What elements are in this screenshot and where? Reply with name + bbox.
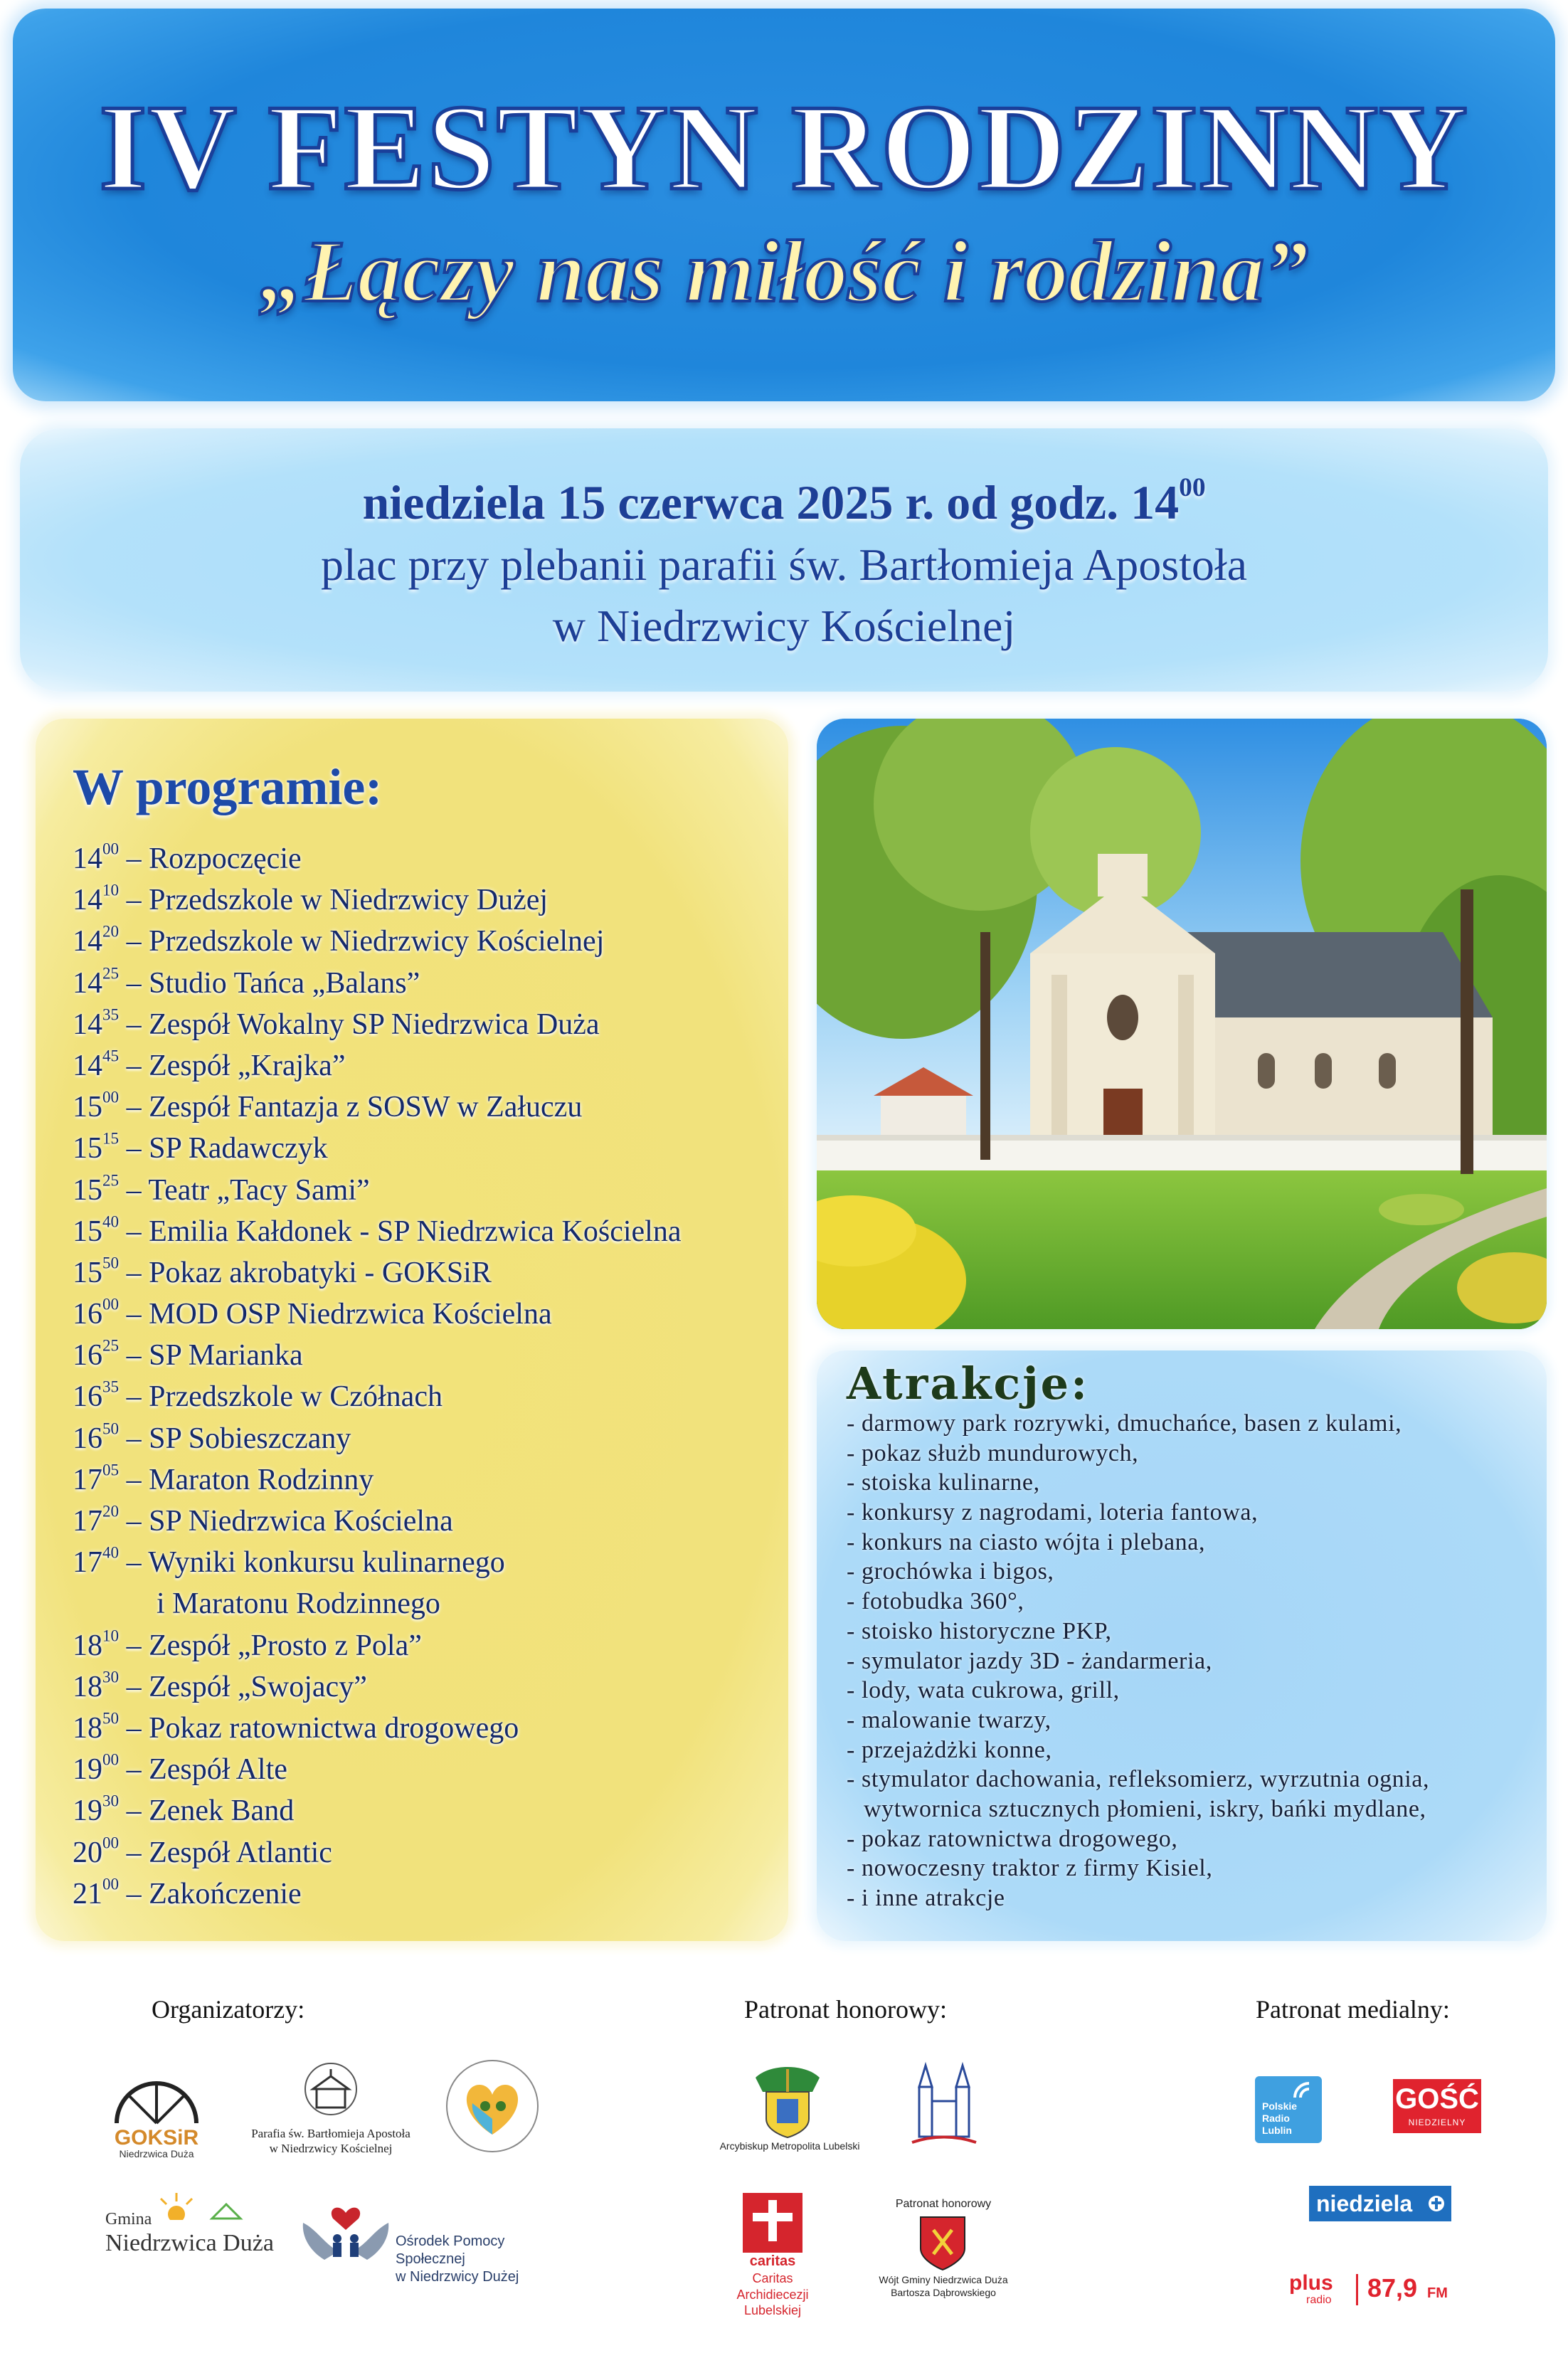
programme-item-text: i Maratonu Rodzinnego	[157, 1587, 440, 1621]
gmina-line1: Gmina	[105, 2210, 152, 2228]
attraction-item: - darmowy park rozrywki, dmuchańce, basen z kulami,	[847, 1410, 1402, 1437]
programme-item-text: Rozpoczęcie	[149, 842, 302, 875]
cathedral-icon	[905, 2058, 983, 2147]
archdiocese-caption: Arcybiskup Metropolita Lubelski	[719, 2140, 860, 2152]
media-heading: Patronat medialny:	[1256, 1995, 1450, 2024]
programme-item-text: Przedszkole w Czółnach	[149, 1380, 443, 1414]
programme-hour: 17	[73, 1505, 102, 1538]
programme-item-text: SP Sobieszczany	[149, 1422, 351, 1455]
shield-icon	[918, 2214, 968, 2271]
programme-item-text: Pokaz akrobatyki - GOKSiR	[149, 1256, 492, 1289]
programme-item: $14^{00}$ – Rozpoczęcie	[73, 839, 302, 875]
helping-hands-icon	[296, 2201, 396, 2261]
programme-minutes: 00	[102, 1750, 120, 1769]
programme-item-text: Wyniki konkursu kulinarnego	[148, 1546, 505, 1580]
attraction-item: - fotobudka 360°,	[847, 1588, 1024, 1615]
programme-item: $19^{00}$ – Zespół Alte	[73, 1750, 287, 1787]
plus-frequency: 87,9	[1367, 2273, 1418, 2302]
goksir-logo-sub: Niedrzwica Duża	[119, 2148, 194, 2159]
programme-heading: W programie:	[73, 758, 383, 815]
programme-item-text: Teatr „Tacy Sami”	[148, 1173, 370, 1207]
poster-subtitle: „Łączy nas miłość i rodzina”	[259, 223, 1309, 320]
programme-item-text: MOD OSP Niedrzwica Kościelna	[149, 1298, 552, 1331]
programme-minutes: 50	[102, 1419, 120, 1437]
programme-item-text: Przedszkole w Niedrzwicy Dużej	[149, 884, 549, 917]
programme-item: $15^{15}$ – SP Radawczyk	[73, 1128, 328, 1165]
programme-minutes: 40	[102, 1212, 120, 1231]
event-place-line2: w Niedrzwicy Kościelnej	[552, 601, 1016, 651]
attraction-item: - symulator jazdy 3D - żandarmeria,	[847, 1647, 1212, 1674]
programme-minutes: 30	[102, 1791, 120, 1810]
goksir-logo	[107, 2063, 206, 2163]
programme-item-text: SP Marianka	[149, 1339, 303, 1373]
attractions-heading: Atrakcje:	[847, 1358, 1089, 1410]
programme-minutes: 30	[102, 1667, 120, 1686]
programme-minutes: 00	[102, 1874, 120, 1893]
programme-item: $15^{40}$ – Emilia Kałdonek - SP Niedrzwica Kościelna	[73, 1212, 682, 1248]
programme-minutes: 50	[102, 1708, 120, 1728]
programme-item-text: Pokaz ratownictwa drogowego	[149, 1711, 519, 1745]
programme-minutes: 40	[102, 1543, 120, 1562]
caritas-caption	[716, 2253, 830, 2319]
programme-hour: 15	[73, 1215, 102, 1248]
gmina-crest	[918, 2214, 968, 2271]
wojt-caption	[865, 2274, 1022, 2299]
attraction-item: - nowoczesny traktor z firmy Kisiel,	[847, 1855, 1213, 1882]
attraction-item: - lody, wata cukrowa, grill,	[847, 1677, 1120, 1704]
ops-caption-line2: w Niedrzwicy Dużej	[396, 2269, 519, 2285]
church-icon	[285, 2061, 377, 2117]
event-time-minutes: 00	[1179, 473, 1206, 503]
radio-lublin-line1: Polskie	[1262, 2100, 1298, 2112]
title-banner	[13, 9, 1555, 401]
programme-item: $16^{00}$ – MOD OSP Niedrzwica Kościelna	[73, 1294, 552, 1331]
programme-minutes: 00	[102, 839, 120, 858]
programme-minutes: 20	[102, 921, 120, 941]
programme-item-text: Studio Tańca „Balans”	[149, 966, 420, 1000]
programme-hour: 14	[73, 925, 102, 958]
poster-title: IV FESTYN RODZINNY	[99, 80, 1469, 216]
programme-item	[73, 1583, 682, 1624]
parish-caption	[235, 2126, 427, 2157]
plus-divider	[1356, 2274, 1358, 2305]
programme-item: $16^{25}$ – SP Marianka	[73, 1336, 303, 1373]
wojt-top-caption: Patronat honorowy	[895, 2198, 992, 2210]
radio-lublin-logo	[1255, 2076, 1322, 2143]
niedziela-name: niedziela	[1316, 2191, 1413, 2216]
programme-hour: 15	[73, 1091, 102, 1124]
programme-hour: 16	[73, 1422, 102, 1455]
attractions-list	[847, 1409, 1429, 1913]
attraction-item: - przejażdżki konne,	[847, 1736, 1052, 1763]
attraction-item: - malowanie twarzy,	[847, 1706, 1051, 1733]
programme-item: $18^{30}$ – Zespół „Swojacy”	[73, 1667, 367, 1703]
programme-item-text: SP Radawczyk	[149, 1132, 328, 1165]
programme-hour: 16	[73, 1339, 102, 1373]
programme-item: $15^{50}$ – Pokaz akrobatyki - GOKSiR	[73, 1253, 492, 1289]
caritas-line3: Lubelskiej	[743, 2303, 802, 2317]
programme-item-text: Maraton Rodzinny	[149, 1463, 374, 1496]
attraction-item: - i inne atrakcje	[847, 1885, 1005, 1911]
caritas-logo	[743, 2193, 802, 2253]
programme-hour: 17	[73, 1463, 102, 1496]
goksir-wheel-icon	[107, 2063, 206, 2163]
plus-name: plus	[1289, 2271, 1333, 2295]
programme-item: $14^{20}$ – Przedszkole w Niedrzwicy Kościelnej	[73, 921, 605, 958]
programme-item: $14^{45}$ – Zespół „Krajka”	[73, 1046, 346, 1082]
programme-item: $14^{25}$ – Studio Tańca „Balans”	[73, 963, 420, 1000]
honorary-heading: Patronat honorowy:	[744, 1995, 947, 2024]
programme-item: $20^{00}$ – Zespół Atlantic	[73, 1832, 332, 1869]
programme-hour: 18	[73, 1670, 102, 1703]
programme-hour: 15	[73, 1173, 102, 1207]
programme-item: $14^{35}$ – Zespół Wokalny SP Niedrzwica Duża	[73, 1005, 600, 1041]
programme-item: $17^{40}$ – Wyniki konkursu kulinarnego	[73, 1543, 505, 1580]
programme-minutes: 50	[102, 1253, 120, 1272]
goksir-logo-text: GOKSiR	[114, 2126, 199, 2150]
programme-item: $21^{00}$ – Zakończenie	[73, 1874, 302, 1910]
programme-hour: 19	[73, 1794, 102, 1828]
programme-item-text: Zespół Wokalny SP Niedrzwica Duża	[149, 1008, 600, 1041]
programme-item: $16^{50}$ – SP Sobieszczany	[73, 1419, 351, 1455]
programme-item: $17^{20}$ – SP Niedrzwica Kościelna	[73, 1501, 453, 1538]
event-date-text: niedziela 15 czerwca 2025 r. od godz. 14	[362, 475, 1180, 529]
programme-minutes: 15	[102, 1128, 120, 1148]
programme-item-text: Zenek Band	[149, 1794, 295, 1828]
caritas-line1: Caritas	[752, 2271, 793, 2285]
coat-of-arms-icon	[741, 2063, 834, 2139]
caritas-name: caritas	[749, 2253, 796, 2269]
programme-hour: 15	[73, 1132, 102, 1165]
programme-hour: 15	[73, 1256, 102, 1289]
programme-minutes: 25	[102, 963, 120, 982]
programme-item: $17^{05}$ – Maraton Rodzinny	[73, 1460, 374, 1496]
programme-item: $15^{25}$ – Teatr „Tacy Sami”	[73, 1170, 370, 1207]
attractions-panel	[817, 1350, 1547, 1941]
event-date	[20, 473, 1548, 529]
attraction-item: - grochówka i bigos,	[847, 1558, 1054, 1585]
programme-minutes: 10	[102, 1625, 120, 1644]
programme-hour: 14	[73, 1049, 102, 1082]
caritas-cross-icon	[743, 2193, 802, 2253]
plus-radio-logo	[1278, 2270, 1477, 2312]
parish-caption-line2: w Niedrzwicy Kościelnej	[269, 2142, 393, 2156]
attraction-item: - konkurs na ciasto wójta i plebana,	[847, 1528, 1206, 1555]
programme-item-text: Zespół „Krajka”	[149, 1049, 346, 1082]
radio-lublin-line3: Lublin	[1262, 2124, 1292, 2136]
programme-hour: 14	[73, 842, 102, 875]
niedziela-emblem-icon	[1427, 2194, 1446, 2213]
programme-item-text: Emilia Kałdonek - SP Niedrzwica Kościelna	[149, 1215, 682, 1248]
programme-list	[73, 838, 682, 1915]
programme-panel	[36, 719, 788, 1941]
parish-logo	[285, 2061, 377, 2117]
programme-item: $18^{10}$ – Zespół „Prosto z Pola”	[73, 1625, 422, 1662]
niedziela-logo	[1309, 2186, 1451, 2221]
programme-hour: 14	[73, 966, 102, 1000]
programme-item-text: Zespół „Swojacy”	[149, 1670, 367, 1703]
caritas-line2: Archidiecezji	[736, 2287, 809, 2302]
gosc-logo	[1393, 2079, 1481, 2133]
attraction-item: - konkursy z nagrodami, loteria fantowa,	[847, 1499, 1259, 1526]
programme-item-text: Przedszkole w Niedrzwicy Kościelnej	[149, 925, 605, 958]
programme-minutes: 35	[102, 1377, 120, 1396]
programme-hour: 18	[73, 1629, 102, 1662]
wojt-line2: Bartosza Dąbrowskiego	[891, 2286, 996, 2298]
programme-item: $18^{50}$ – Pokaz ratownictwa drogowego	[73, 1708, 519, 1745]
attraction-item: - pokaz służb mundurowych,	[847, 1439, 1139, 1466]
programme-hour: 14	[73, 1008, 102, 1041]
programme-minutes: 25	[102, 1170, 120, 1189]
programme-item-text: Zakończenie	[149, 1877, 302, 1910]
programme-item-text: SP Niedrzwica Kościelna	[149, 1505, 453, 1538]
organizers-heading: Organizatorzy:	[152, 1995, 305, 2024]
programme-item-text: Zespół Atlantic	[149, 1836, 332, 1869]
attraction-item: - pokaz ratownictwa drogowego,	[847, 1825, 1178, 1852]
programme-item: $16^{35}$ – Przedszkole w Czółnach	[73, 1377, 443, 1414]
programme-item-text: Zespół Alte	[149, 1753, 287, 1787]
date-place-banner	[20, 428, 1548, 692]
radio-waves-icon	[1291, 2079, 1319, 2100]
attraction-item: - stoisko historyczne PKP,	[847, 1617, 1112, 1644]
programme-hour: 16	[73, 1380, 102, 1414]
gosc-sub: NIEDZIELNY	[1408, 2117, 1466, 2127]
ops-caption-line1: Ośrodek Pomocy Społecznej	[396, 2233, 505, 2267]
archdiocese-crest	[741, 2063, 834, 2139]
parish-caption-line1: Parafia św. Bartłomieja Apostoła	[251, 2127, 410, 2140]
programme-hour: 19	[73, 1753, 102, 1787]
gmina-logo	[105, 2191, 274, 2263]
plus-unit: FM	[1427, 2285, 1448, 2301]
programme-item: $14^{10}$ – Przedszkole w Niedrzwicy Dużej	[73, 880, 549, 917]
programme-minutes: 00	[102, 1294, 120, 1313]
gosc-name: GOŚĆ	[1395, 2083, 1479, 2115]
cathedral-logo	[905, 2058, 983, 2147]
church-illustration	[817, 719, 1547, 1329]
programme-minutes: 45	[102, 1046, 120, 1065]
plus-sub: radio	[1306, 2294, 1332, 2306]
attraction-item: - stymulator dachowania, refleksomierz, wyrzutnia ognia,	[847, 1766, 1430, 1793]
programme-hour: 14	[73, 884, 102, 917]
gmina-line2: Niedrzwica Duża	[105, 2230, 274, 2256]
event-place-line1: plac przy plebanii parafii św. Bartłomieja Apostoła	[320, 539, 1248, 590]
programme-minutes: 10	[102, 880, 120, 899]
wojt-line1: Wójt Gminy Niedrzwica Duża	[879, 2274, 1008, 2285]
programme-item-text: Zespół Fantazja z SOSW w Załuczu	[149, 1091, 583, 1124]
programme-minutes: 35	[102, 1005, 120, 1024]
programme-item: $15^{00}$ – Zespół Fantazja z SOSW w Załuczu	[73, 1087, 583, 1124]
programme-hour: 18	[73, 1711, 102, 1745]
programme-hour: 16	[73, 1298, 102, 1331]
programme-minutes: 05	[102, 1460, 120, 1479]
radio-lublin-line2: Radio	[1262, 2112, 1290, 2124]
programme-hour: 20	[73, 1836, 102, 1869]
programme-item: $19^{30}$ – Zenek Band	[73, 1791, 295, 1828]
attraction-item: - stoiska kulinarne,	[847, 1469, 1040, 1496]
programme-minutes: 00	[102, 1832, 120, 1851]
church-photo	[817, 719, 1547, 1329]
programme-minutes: 25	[102, 1336, 120, 1355]
ops-logo	[296, 2201, 396, 2261]
programme-item-text: Zespół „Prosto z Pola”	[149, 1629, 422, 1662]
heart-circle-logo	[443, 2056, 542, 2156]
programme-minutes: 00	[102, 1087, 120, 1106]
programme-hour: 21	[73, 1877, 102, 1910]
heart-family-icon	[443, 2056, 542, 2156]
ops-caption	[396, 2233, 573, 2286]
programme-minutes: 20	[102, 1501, 120, 1521]
programme-hour: 17	[73, 1546, 102, 1580]
attraction-item: wytwornica sztucznych płomieni, iskry, bańki mydlane,	[864, 1795, 1426, 1822]
